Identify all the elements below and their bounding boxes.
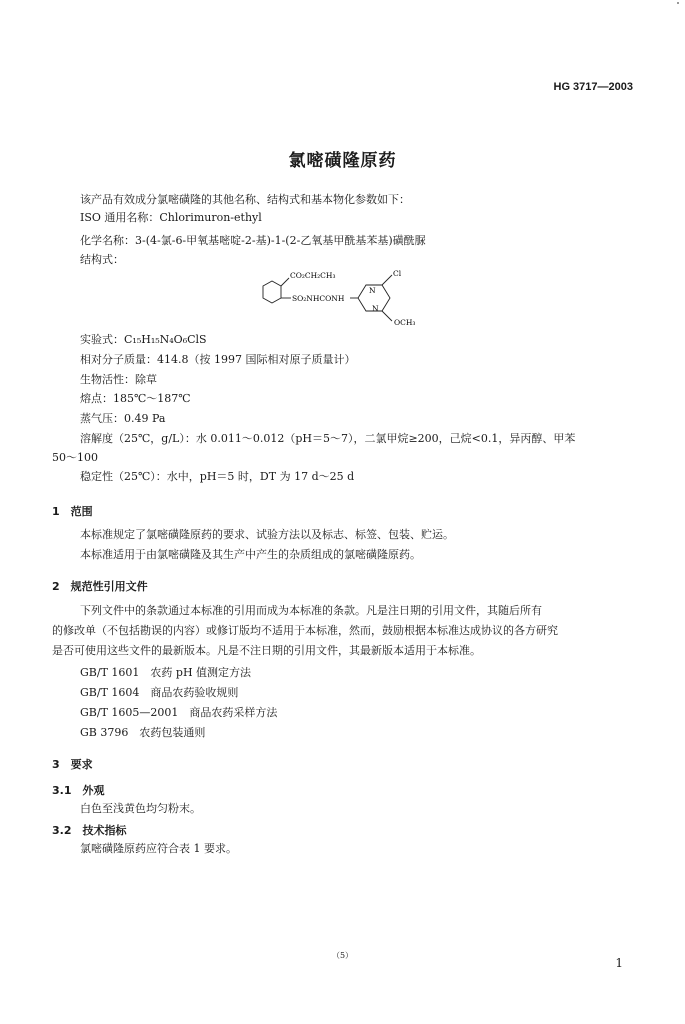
appearance-text: 白色至浅黄色均匀粉末。 <box>80 802 201 815</box>
section-3-1-heading: 3.1 外观 <box>52 784 105 797</box>
section-2-para-line-3: 是否可使用这些文件的最新版本。凡是不注日期的引用文件，其最新版本适用于本标准。 <box>52 644 481 657</box>
section-2-heading: 2 规范性引用文件 <box>52 580 148 593</box>
page-title: 氯嘧磺隆原药 <box>288 151 397 171</box>
chemical-name: 化学名称：3-(4-氯-6-甲氧基嘧啶-2-基)-1-(2-乙氧基甲酰基苯基)磺酰脲 <box>80 234 426 247</box>
structural-formula <box>258 269 458 331</box>
footer-code: （5） <box>331 951 354 960</box>
methoxy-substituent: OCH₃ <box>394 318 416 327</box>
section-2-para-line-2: 的修改单（不包括勘误的内容）或修订版均不适用于本标准，然而，鼓励根据本标准达成协议的各方研究 <box>52 624 558 637</box>
section-1-para-1: 本标准规定了氯嘧磺隆原药的要求、试验方法以及标志、标签、包装、贮运。 <box>80 528 454 541</box>
ring-nitrogen-1: N <box>369 286 376 295</box>
empirical-formula: 实验式：C₁₅H₁₅N₄O₆ClS <box>80 333 207 346</box>
section-3-2-heading: 3.2 技术指标 <box>52 824 127 837</box>
section-3-heading: 3 要求 <box>52 758 93 771</box>
ring-nitrogen-2: N <box>372 304 379 313</box>
stability: 稳定性（25℃）：水中，pH＝5 时，DT 为 17 d～25 d <box>80 470 355 483</box>
solubility-line-2: 50～100 <box>52 451 98 464</box>
section-1-para-2: 本标准适用于由氯嘧磺隆及其生产中产生的杂质组成的氯嘧磺隆原药。 <box>80 548 421 561</box>
ester-group: CO₂CH₂CH₃ <box>290 271 336 280</box>
benzene-ring <box>263 281 281 303</box>
spec-text: 氯嘧磺隆原药应符合表 1 要求。 <box>80 842 237 855</box>
vapor-pressure: 蒸气压：0.49 Pa <box>80 412 166 425</box>
solubility-line-1: 溶解度（25℃，g/L）：水 0.011～0.012（pH＝5～7），二氯甲烷≥200，己烷<0.1，异丙醇、甲苯 <box>80 432 576 445</box>
sulfonylurea-linker: SO₂NHCONH <box>292 294 345 303</box>
melting-point: 熔点：185℃～187℃ <box>80 392 191 405</box>
section-1-heading: 1 范围 <box>52 505 93 518</box>
reference-item: GB/T 1601 农药 pH 值测定方法 <box>80 666 252 679</box>
chloro-substituent: Cl <box>393 269 402 278</box>
bioactivity: 生物活性：除草 <box>80 373 157 386</box>
section-2-para-line-1: 下列文件中的条款通过本标准的引用而成为本标准的条款。凡是注日期的引用文件，其随后所有 <box>80 604 542 617</box>
iso-name: ISO 通用名称：Chlorimuron-ethyl <box>80 211 262 224</box>
intro-line: 该产品有效成分氯嘧磺隆的其他名称、结构式和基本物化参数如下： <box>80 193 410 206</box>
ester-bond <box>281 278 289 286</box>
reference-item: GB 3796 农药包装通则 <box>80 726 206 739</box>
structure-label: 结构式： <box>80 253 124 266</box>
methoxy-bond <box>382 311 392 321</box>
standard-number: HG 3717—2003 <box>553 81 633 93</box>
molecular-weight: 相对分子质量：414.8（按 1997 国际相对原子质量计） <box>80 353 356 366</box>
chloro-bond <box>382 275 392 285</box>
reference-item: GB/T 1605—2001 商品农药采样方法 <box>80 706 278 719</box>
scan-speck <box>677 2 679 4</box>
reference-item: GB/T 1604 商品农药验收规则 <box>80 686 239 699</box>
page-number: 1 <box>615 956 623 970</box>
